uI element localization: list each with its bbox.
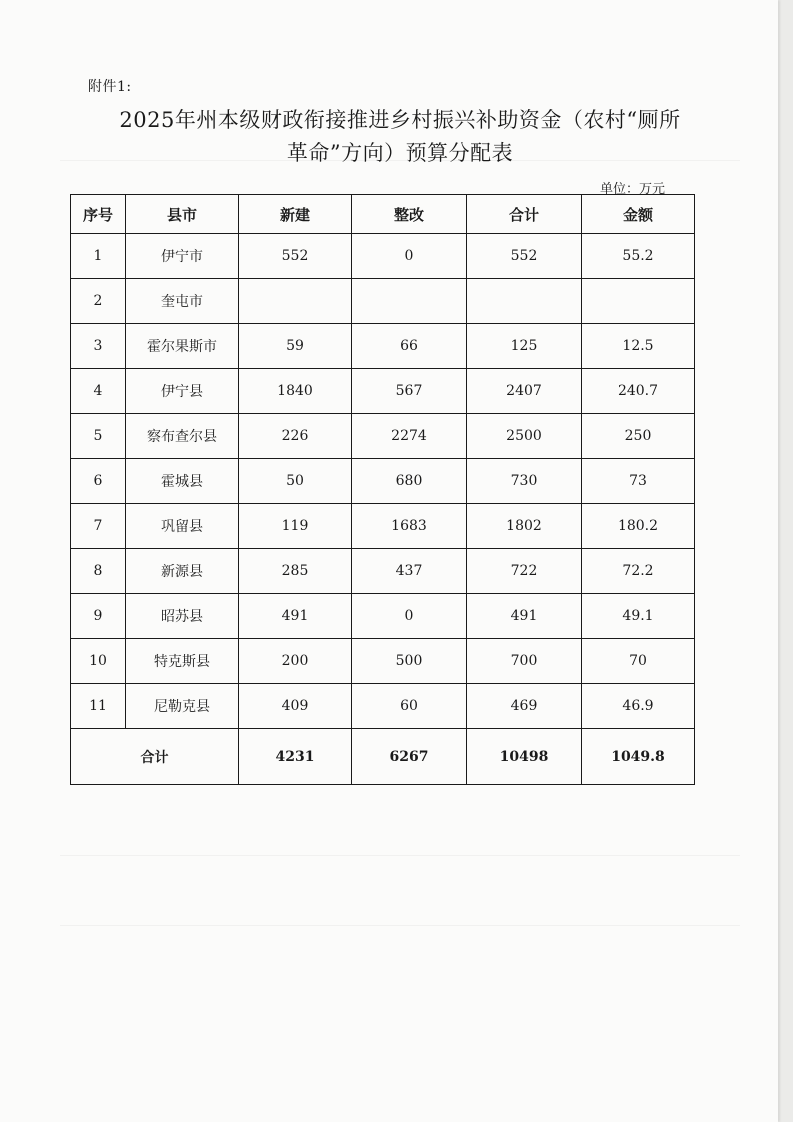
row-total: 552 (467, 234, 582, 279)
table-row (71, 459, 695, 504)
row-county: 巩留县 (126, 504, 239, 549)
row-amount: 180.2 (582, 504, 695, 549)
row-new: 200 (239, 639, 352, 684)
row-no: 7 (71, 504, 126, 549)
row-county: 霍城县 (126, 459, 239, 504)
row-amount: 49.1 (582, 594, 695, 639)
row-county: 尼勒克县 (126, 684, 239, 729)
table-row (71, 279, 695, 324)
row-no: 8 (71, 549, 126, 594)
row-renovate: 500 (352, 639, 467, 684)
table-row (71, 639, 695, 684)
row-new: 59 (239, 324, 352, 369)
header-new: 新建 (239, 195, 352, 234)
table-row (71, 684, 695, 729)
row-amount: 46.9 (582, 684, 695, 729)
row-renovate: 60 (352, 684, 467, 729)
table-row (71, 549, 695, 594)
budget-table-wrap (70, 194, 695, 785)
row-new: 119 (239, 504, 352, 549)
row-no: 10 (71, 639, 126, 684)
row-county: 奎屯市 (126, 279, 239, 324)
row-county: 昭苏县 (126, 594, 239, 639)
row-total: 469 (467, 684, 582, 729)
row-no: 3 (71, 324, 126, 369)
row-county: 伊宁县 (126, 369, 239, 414)
row-no: 2 (71, 279, 126, 324)
table-row (71, 324, 695, 369)
row-total (467, 279, 582, 324)
row-county: 特克斯县 (126, 639, 239, 684)
row-renovate: 680 (352, 459, 467, 504)
total-new: 4231 (239, 729, 352, 785)
row-new: 226 (239, 414, 352, 459)
budget-table (70, 194, 695, 785)
header-county: 县市 (126, 195, 239, 234)
row-total: 2407 (467, 369, 582, 414)
row-renovate: 66 (352, 324, 467, 369)
row-no: 11 (71, 684, 126, 729)
row-new: 1840 (239, 369, 352, 414)
table-row (71, 504, 695, 549)
row-new: 552 (239, 234, 352, 279)
row-amount: 73 (582, 459, 695, 504)
row-county: 霍尔果斯市 (126, 324, 239, 369)
row-amount (582, 279, 695, 324)
row-renovate: 437 (352, 549, 467, 594)
row-total: 2500 (467, 414, 582, 459)
row-amount: 250 (582, 414, 695, 459)
row-renovate (352, 279, 467, 324)
row-renovate: 0 (352, 234, 467, 279)
row-no: 6 (71, 459, 126, 504)
row-no: 1 (71, 234, 126, 279)
row-no: 9 (71, 594, 126, 639)
header-no: 序号 (71, 195, 126, 234)
total-label: 合计 (71, 729, 239, 785)
total-amount: 1049.8 (582, 729, 695, 785)
row-new: 50 (239, 459, 352, 504)
row-total: 125 (467, 324, 582, 369)
row-county: 新源县 (126, 549, 239, 594)
row-total: 722 (467, 549, 582, 594)
unit-label: 单位：万元 (600, 182, 666, 197)
row-county: 伊宁市 (126, 234, 239, 279)
row-amount: 72.2 (582, 549, 695, 594)
row-no: 4 (71, 369, 126, 414)
row-total: 491 (467, 594, 582, 639)
row-total: 1802 (467, 504, 582, 549)
header-total: 合计 (467, 195, 582, 234)
row-total: 700 (467, 639, 582, 684)
row-new: 491 (239, 594, 352, 639)
table-row (71, 594, 695, 639)
header-amount: 金额 (582, 195, 695, 234)
table-row (71, 414, 695, 459)
table-row (71, 369, 695, 414)
title-line-2: 革命”方向）预算分配表 (286, 141, 514, 165)
table-body (71, 234, 695, 785)
row-amount: 70 (582, 639, 695, 684)
table-row (71, 234, 695, 279)
row-renovate: 567 (352, 369, 467, 414)
row-renovate: 2274 (352, 414, 467, 459)
title-line-1: 2025年州本级财政衔接推进乡村振兴补助资金（农村“厕所 (119, 108, 681, 132)
row-new: 409 (239, 684, 352, 729)
row-amount: 240.7 (582, 369, 695, 414)
table-total-row (71, 729, 695, 785)
row-renovate: 0 (352, 594, 467, 639)
row-county: 察布查尔县 (126, 414, 239, 459)
document-title (70, 104, 730, 170)
attachment-label: 附件1: (88, 79, 132, 95)
row-total: 730 (467, 459, 582, 504)
row-new: 285 (239, 549, 352, 594)
row-amount: 12.5 (582, 324, 695, 369)
total-total: 10498 (467, 729, 582, 785)
total-renovate: 6267 (352, 729, 467, 785)
header-renovate: 整改 (352, 195, 467, 234)
row-renovate: 1683 (352, 504, 467, 549)
table-header-row (71, 195, 695, 234)
row-new (239, 279, 352, 324)
row-no: 5 (71, 414, 126, 459)
row-amount: 55.2 (582, 234, 695, 279)
